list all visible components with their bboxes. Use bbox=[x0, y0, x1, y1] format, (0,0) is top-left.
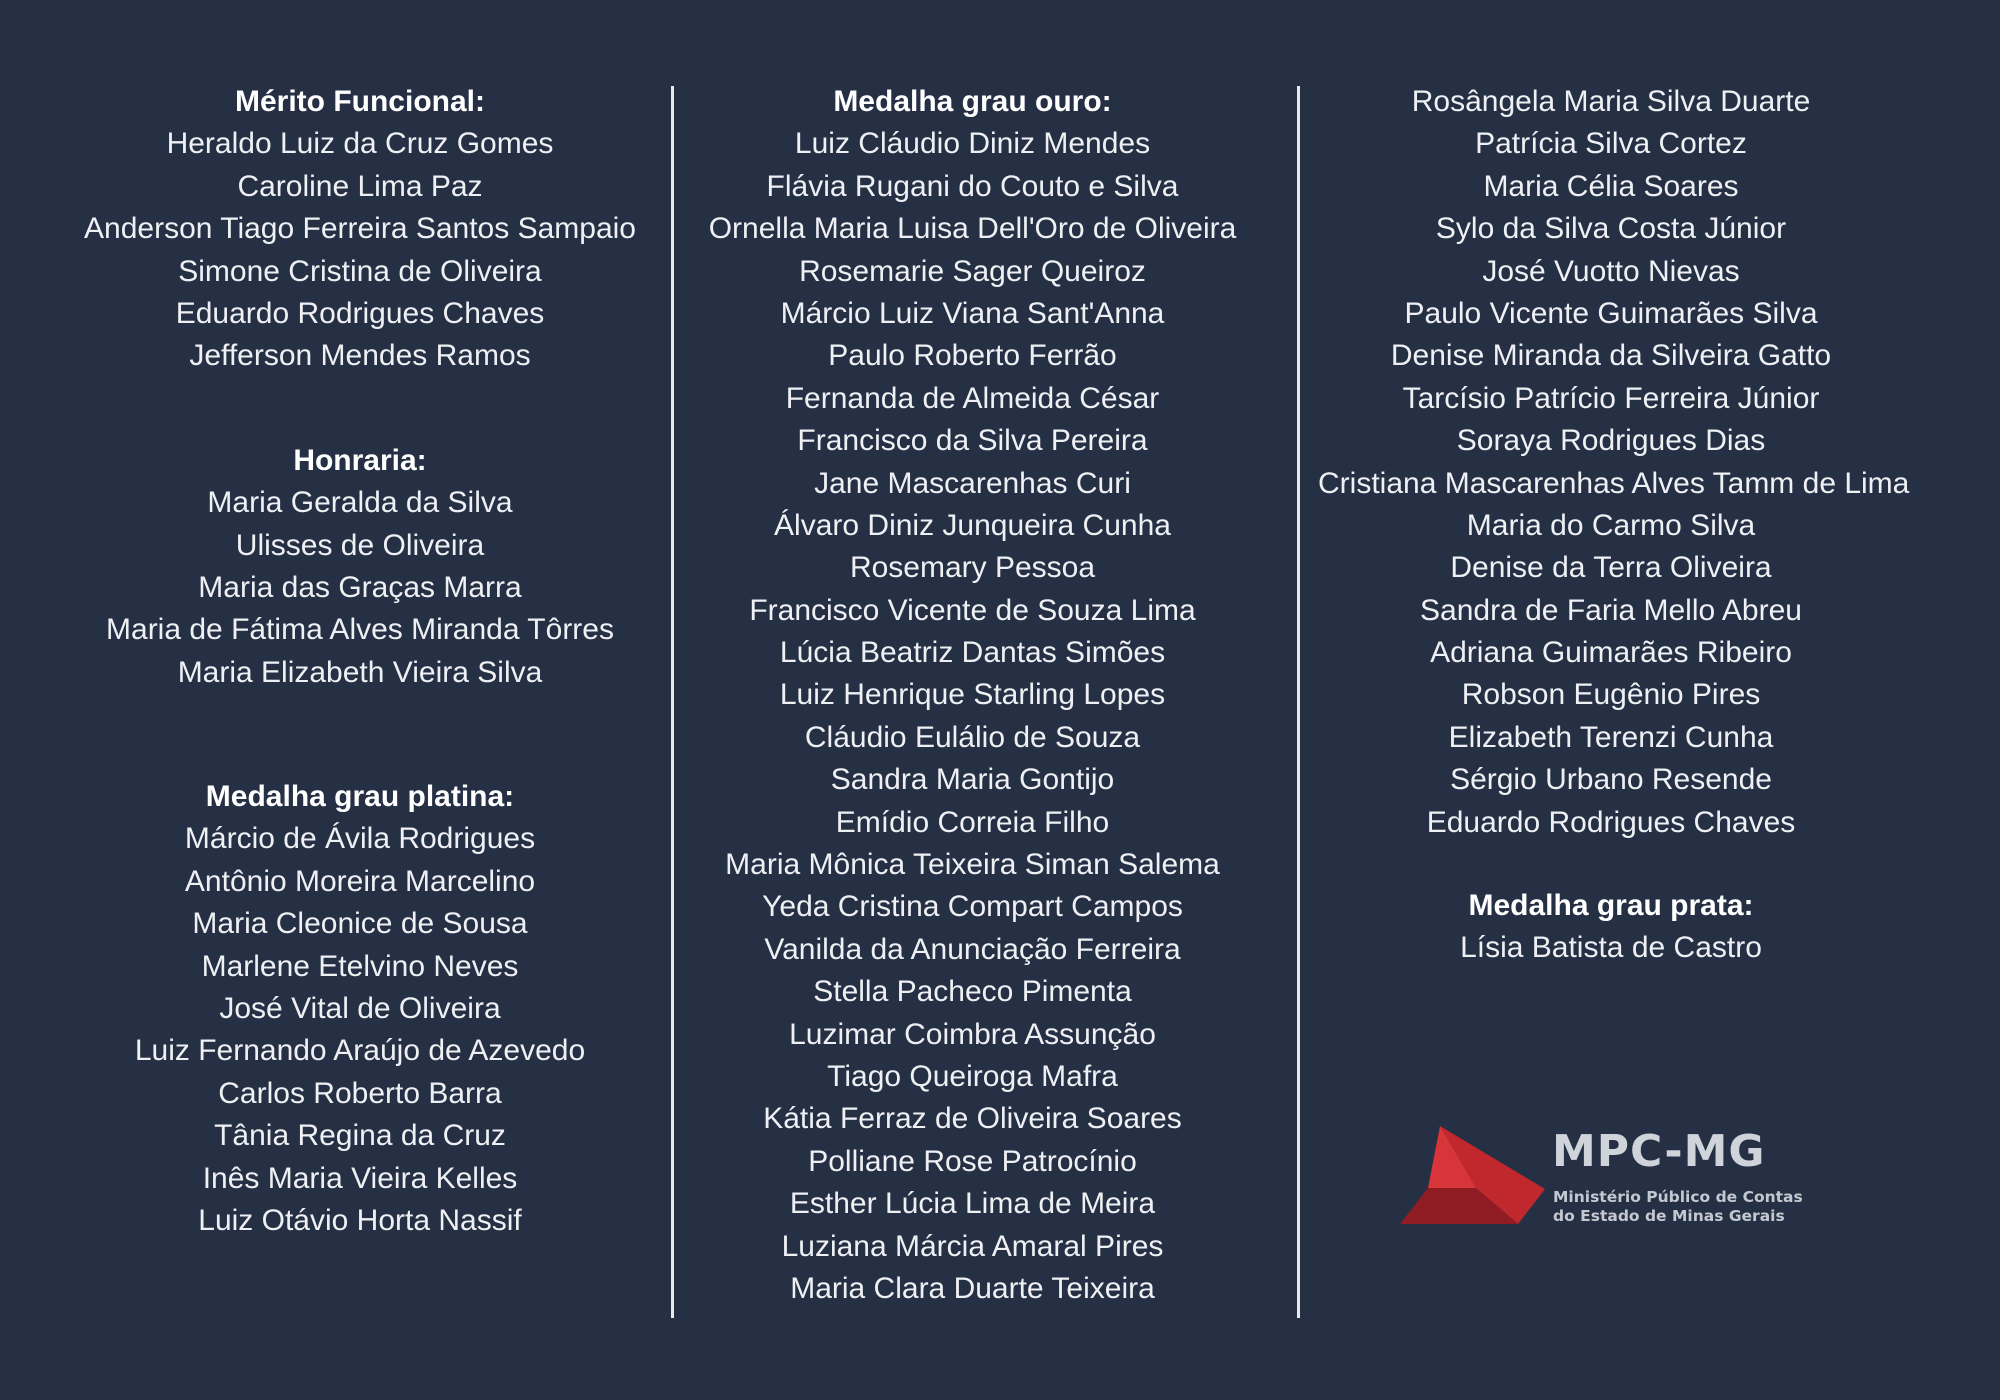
logo-mark-icon bbox=[1400, 1124, 1550, 1229]
honoree-name: Soraya Rodrigues Dias bbox=[1456, 424, 1766, 458]
honoree-name: Lísia Batista de Castro bbox=[1460, 931, 1762, 965]
honoree-name: José Vital de Oliveira bbox=[219, 992, 501, 1026]
honoree-name: Tiago Queiroga Mafra bbox=[827, 1059, 1118, 1093]
honoree-name: Luiz Otávio Horta Nassif bbox=[198, 1203, 522, 1237]
honoree-name: Yeda Cristina Compart Campos bbox=[762, 890, 1183, 924]
honoree-name: Maria Elizabeth Vieira Silva bbox=[177, 655, 543, 689]
honoree-name: Luiz Henrique Starling Lopes bbox=[779, 678, 1166, 712]
honoree-name: Luziana Márcia Amaral Pires bbox=[781, 1229, 1164, 1263]
honoree-name: Patrícia Silva Cortez bbox=[1475, 127, 1747, 161]
logo-title: MPC-MG bbox=[1552, 1126, 1766, 1177]
section-heading: Medalha grau prata: bbox=[1468, 889, 1754, 923]
honoree-name: Carlos Roberto Barra bbox=[218, 1076, 502, 1110]
honoree-name: Caroline Lima Paz bbox=[237, 169, 483, 203]
honoree-name: Denise da Terra Oliveira bbox=[1450, 551, 1772, 585]
section-heading: Medalha grau platina: bbox=[205, 780, 515, 814]
section-medalha-prata bbox=[1318, 885, 1904, 970]
section-medalha-platina bbox=[80, 776, 640, 1242]
honoree-name: Robson Eugênio Pires bbox=[1461, 678, 1761, 712]
honoree-name: Cristiana Mascarenhas Alves Tamm de Lima bbox=[1318, 466, 1910, 500]
honoree-name: Vanilda da Anunciação Ferreira bbox=[764, 932, 1181, 966]
column-right bbox=[1318, 81, 1910, 970]
honoree-name: Anderson Tiago Ferreira Santos Sampaio bbox=[84, 212, 636, 246]
honoree-name: Maria do Carmo Silva bbox=[1466, 508, 1756, 542]
honoree-name: Maria de Fátima Alves Miranda Tôrres bbox=[106, 613, 614, 647]
section-heading: Honraria: bbox=[293, 443, 427, 477]
logo-subtitle: do Estado de Minas Gerais bbox=[1553, 1207, 1785, 1225]
honoree-name: Rosemary Pessoa bbox=[849, 551, 1096, 585]
column-divider bbox=[671, 86, 674, 1318]
honoree-name: Fernanda de Almeida César bbox=[785, 381, 1160, 415]
section-merito-funcional bbox=[80, 81, 640, 378]
honoree-name: Paulo Vicente Guimarães Silva bbox=[1404, 296, 1818, 330]
honoree-name: Inês Maria Vieira Kelles bbox=[202, 1161, 518, 1195]
honoree-name: Luiz Fernando Araújo de Azevedo bbox=[134, 1034, 586, 1068]
honoree-name: Simone Cristina de Oliveira bbox=[178, 254, 542, 288]
column-left bbox=[80, 81, 640, 1242]
honoree-name: Rosângela Maria Silva Duarte bbox=[1411, 85, 1811, 118]
mpc-mg-logo bbox=[1400, 1124, 1803, 1229]
honoree-name: Ornella Maria Luisa Dell'Oro de Oliveira bbox=[708, 212, 1237, 246]
honoree-name: Polliane Rose Patrocínio bbox=[808, 1144, 1137, 1178]
honoree-name: Maria Célia Soares bbox=[1483, 169, 1739, 203]
column-middle bbox=[700, 81, 1245, 1310]
section-medalha-ouro-continued bbox=[1318, 81, 1910, 844]
honoree-name: José Vuotto Nievas bbox=[1482, 254, 1740, 288]
honoree-name: Flávia Rugani do Couto e Silva bbox=[766, 169, 1179, 203]
section-medalha-ouro bbox=[700, 81, 1245, 1310]
honoree-name: Stella Pacheco Pimenta bbox=[813, 975, 1132, 1009]
logo-subtitle: Ministério Público de Contas bbox=[1553, 1188, 1803, 1206]
honoree-name: Cláudio Eulálio de Souza bbox=[804, 720, 1141, 754]
honoree-name: Luiz Cláudio Diniz Mendes bbox=[794, 127, 1151, 161]
honoree-name: Sandra de Faria Mello Abreu bbox=[1420, 593, 1802, 627]
section-honraria bbox=[80, 440, 640, 694]
honoree-name: Esther Lúcia Lima de Meira bbox=[789, 1187, 1156, 1221]
honoree-name: Marlene Etelvino Neves bbox=[201, 949, 519, 983]
honoree-name: Emídio Correia Filho bbox=[835, 805, 1110, 839]
honoree-name: Adriana Guimarães Ribeiro bbox=[1430, 636, 1792, 670]
honoree-name: Denise Miranda da Silveira Gatto bbox=[1390, 339, 1832, 373]
honoree-name: Maria das Graças Marra bbox=[198, 570, 522, 604]
honoree-name: Sandra Maria Gontijo bbox=[830, 763, 1115, 797]
honoree-name: Maria Clara Duarte Teixeira bbox=[790, 1271, 1155, 1305]
honoree-name: Elizabeth Terenzi Cunha bbox=[1448, 720, 1774, 754]
honoree-name: Antônio Moreira Marcelino bbox=[184, 864, 536, 898]
honoree-name: Francisco da Silva Pereira bbox=[797, 424, 1148, 458]
honoree-name: Maria Mônica Teixeira Siman Salema bbox=[725, 848, 1220, 882]
honoree-name: Tânia Regina da Cruz bbox=[214, 1119, 506, 1153]
honoree-name: Heraldo Luiz da Cruz Gomes bbox=[166, 127, 554, 161]
column-divider bbox=[1297, 86, 1300, 1318]
honoree-name: Rosemarie Sager Queiroz bbox=[799, 254, 1146, 288]
honoree-name: Maria Geralda da Silva bbox=[207, 486, 513, 520]
honoree-name: Eduardo Rodrigues Chaves bbox=[1426, 805, 1796, 839]
honoree-name: Sylo da Silva Costa Júnior bbox=[1435, 212, 1787, 246]
honoree-name: Maria Cleonice de Sousa bbox=[192, 907, 528, 941]
honoree-name: Lúcia Beatriz Dantas Simões bbox=[779, 636, 1166, 670]
honoree-name: Jane Mascarenhas Curi bbox=[814, 466, 1131, 500]
honoree-name: Kátia Ferraz de Oliveira Soares bbox=[763, 1102, 1182, 1136]
section-heading: Mérito Funcional: bbox=[235, 85, 485, 118]
honoree-name: Tarcísio Patrício Ferreira Júnior bbox=[1402, 381, 1820, 415]
honoree-name: Sérgio Urbano Resende bbox=[1450, 763, 1772, 797]
honoree-name: Márcio Luiz Viana Sant'Anna bbox=[780, 296, 1165, 330]
honoree-name: Márcio de Ávila Rodrigues bbox=[184, 822, 536, 856]
honoree-name: Ulisses de Oliveira bbox=[235, 528, 485, 562]
honoree-name: Jefferson Mendes Ramos bbox=[189, 339, 531, 373]
section-heading: Medalha grau ouro: bbox=[833, 85, 1112, 118]
honoree-name: Paulo Roberto Ferrão bbox=[828, 339, 1117, 373]
honoree-name: Luzimar Coimbra Assunção bbox=[789, 1017, 1156, 1051]
honoree-name: Francisco Vicente de Souza Lima bbox=[749, 593, 1196, 627]
honoree-name: Álvaro Diniz Junqueira Cunha bbox=[774, 508, 1171, 542]
honoree-name: Eduardo Rodrigues Chaves bbox=[175, 296, 545, 330]
